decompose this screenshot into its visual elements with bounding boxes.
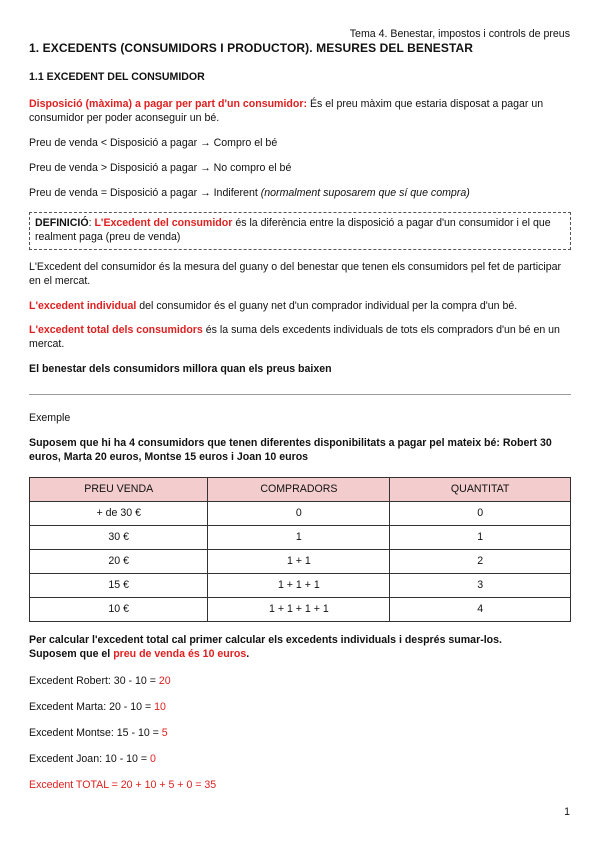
welfare-note: El benestar dels consumidors millora quan els preus baixen xyxy=(29,363,332,376)
cell-quantity: 2 xyxy=(390,550,571,574)
individual-text: del consumidor és el guany net d'un comprador individual per la compra d'un bé. xyxy=(136,299,518,312)
cell-buyers: 1 xyxy=(208,526,390,550)
header-price: PREU VENDA xyxy=(30,478,208,502)
cell-price: 30 € xyxy=(30,526,208,550)
calc-intro-price: preu de venda és 10 euros xyxy=(113,648,247,661)
cell-price: 15 € xyxy=(30,574,208,598)
rule-line-buy xyxy=(29,137,571,151)
willingness-paragraph xyxy=(29,98,571,126)
calc-result: 10 xyxy=(154,701,166,714)
page-content xyxy=(29,41,571,805)
calc-result: 0 xyxy=(150,753,156,766)
cell-buyers: 1 + 1 + 1 xyxy=(208,574,390,598)
section-divider xyxy=(29,394,571,395)
header-quantity: QUANTITAT xyxy=(390,478,571,502)
individual-term: L'excedent individual xyxy=(29,299,137,312)
rule-text: Preu de venda = Disposició a pagar → Indiferent xyxy=(29,186,261,199)
table-header-row xyxy=(30,478,571,502)
cell-quantity: 0 xyxy=(390,502,571,526)
table-row xyxy=(30,574,571,598)
calc-intro-line2-pre: Suposem que el xyxy=(29,648,114,661)
total-surplus-paragraph xyxy=(29,324,571,352)
cell-price: 20 € xyxy=(30,550,208,574)
calc-label: Excedent Marta: 20 - 10 = xyxy=(29,701,155,714)
total-term: L'excedent total dels consumidors xyxy=(29,324,203,337)
cell-quantity: 3 xyxy=(390,574,571,598)
calc-line xyxy=(29,727,571,741)
calc-line xyxy=(29,753,571,767)
section-title: 1. EXCEDENTS (CONSUMIDORS I PRODUCTOR). MESURES DEL BENESTAR xyxy=(29,41,474,55)
cell-quantity: 1 xyxy=(390,526,571,550)
definition-text: és la diferència entre la disposició a pagar d'un consumidor i el que realment paga (preu de venda) xyxy=(35,216,551,243)
table-row xyxy=(30,526,571,550)
rule-note: (normalment suposarem que sí que compra) xyxy=(260,186,470,199)
running-header: Tema 4. Benestar, impostos i controls de preus xyxy=(349,28,570,40)
header-buyers: COMPRADORS xyxy=(208,478,390,502)
example-intro: Suposem que hi ha 4 consumidors que tenen diferentes disponibilitats a pagar pel mateix bé: Robert 30 euros, Marta 20 euros, Montse 15 euros i Joan 10 euros xyxy=(29,437,552,464)
calc-label: Excedent Montse: 15 - 10 = xyxy=(29,727,162,740)
table-row xyxy=(30,502,571,526)
total-calc: Excedent TOTAL = 20 + 10 + 5 + 0 = 35 xyxy=(29,779,217,792)
definition-term: L'Excedent del consumidor xyxy=(94,216,233,229)
calc-line xyxy=(29,701,571,715)
rule-text: Preu de venda < Disposició a pagar → Compro el bé xyxy=(29,136,278,149)
example-label: Exemple xyxy=(29,412,71,425)
definition-colon: : xyxy=(88,216,95,229)
demand-table xyxy=(29,477,571,622)
total-text: és la suma dels excedents individuals de tots els compradors d'un bé en un mercat. xyxy=(29,324,560,351)
rule-text: Preu de venda > Disposició a pagar → No compro el bé xyxy=(29,161,292,174)
willingness-text: És el preu màxim que estaria disposat a pagar un consumidor per poder aconseguir un bé. xyxy=(29,97,544,124)
surplus-measure-paragraph: L'Excedent del consumidor és la mesura del guany o del benestar que tenen els consumidors pel fet de participar en el mercat. xyxy=(29,260,562,287)
calc-label: Excedent Joan: 10 - 10 = xyxy=(29,753,151,766)
cell-buyers: 1 + 1 xyxy=(208,550,390,574)
calc-line xyxy=(29,675,571,689)
calc-intro-line2-post: . xyxy=(246,648,250,661)
page-number: 1 xyxy=(564,806,570,818)
calc-intro xyxy=(29,634,571,662)
individual-surplus-paragraph xyxy=(29,300,571,314)
cell-price: + de 30 € xyxy=(30,502,208,526)
calc-result: 5 xyxy=(161,727,168,740)
definition-box xyxy=(29,212,571,250)
rule-line-no-buy xyxy=(29,162,571,176)
calc-label: Excedent Robert: 30 - 10 = xyxy=(29,675,159,688)
calculations xyxy=(29,675,571,793)
table-row xyxy=(30,550,571,574)
cell-buyers: 1 + 1 + 1 + 1 xyxy=(208,598,390,622)
willingness-term: Disposició (màxima) a pagar per part d'un consumidor: xyxy=(29,97,308,110)
table-row xyxy=(30,598,571,622)
definition-label: DEFINICIÓ xyxy=(35,216,89,229)
cell-price: 10 € xyxy=(30,598,208,622)
rule-line-indifferent xyxy=(29,187,571,201)
cell-buyers: 0 xyxy=(208,502,390,526)
cell-quantity: 4 xyxy=(390,598,571,622)
calc-result: 20 xyxy=(158,675,171,688)
subsection-title: 1.1 EXCEDENT DEL CONSUMIDOR xyxy=(29,70,205,83)
calc-intro-line1: Per calcular l'excedent total cal primer calcular els excedents individuals i després sumar-los. xyxy=(29,634,502,647)
